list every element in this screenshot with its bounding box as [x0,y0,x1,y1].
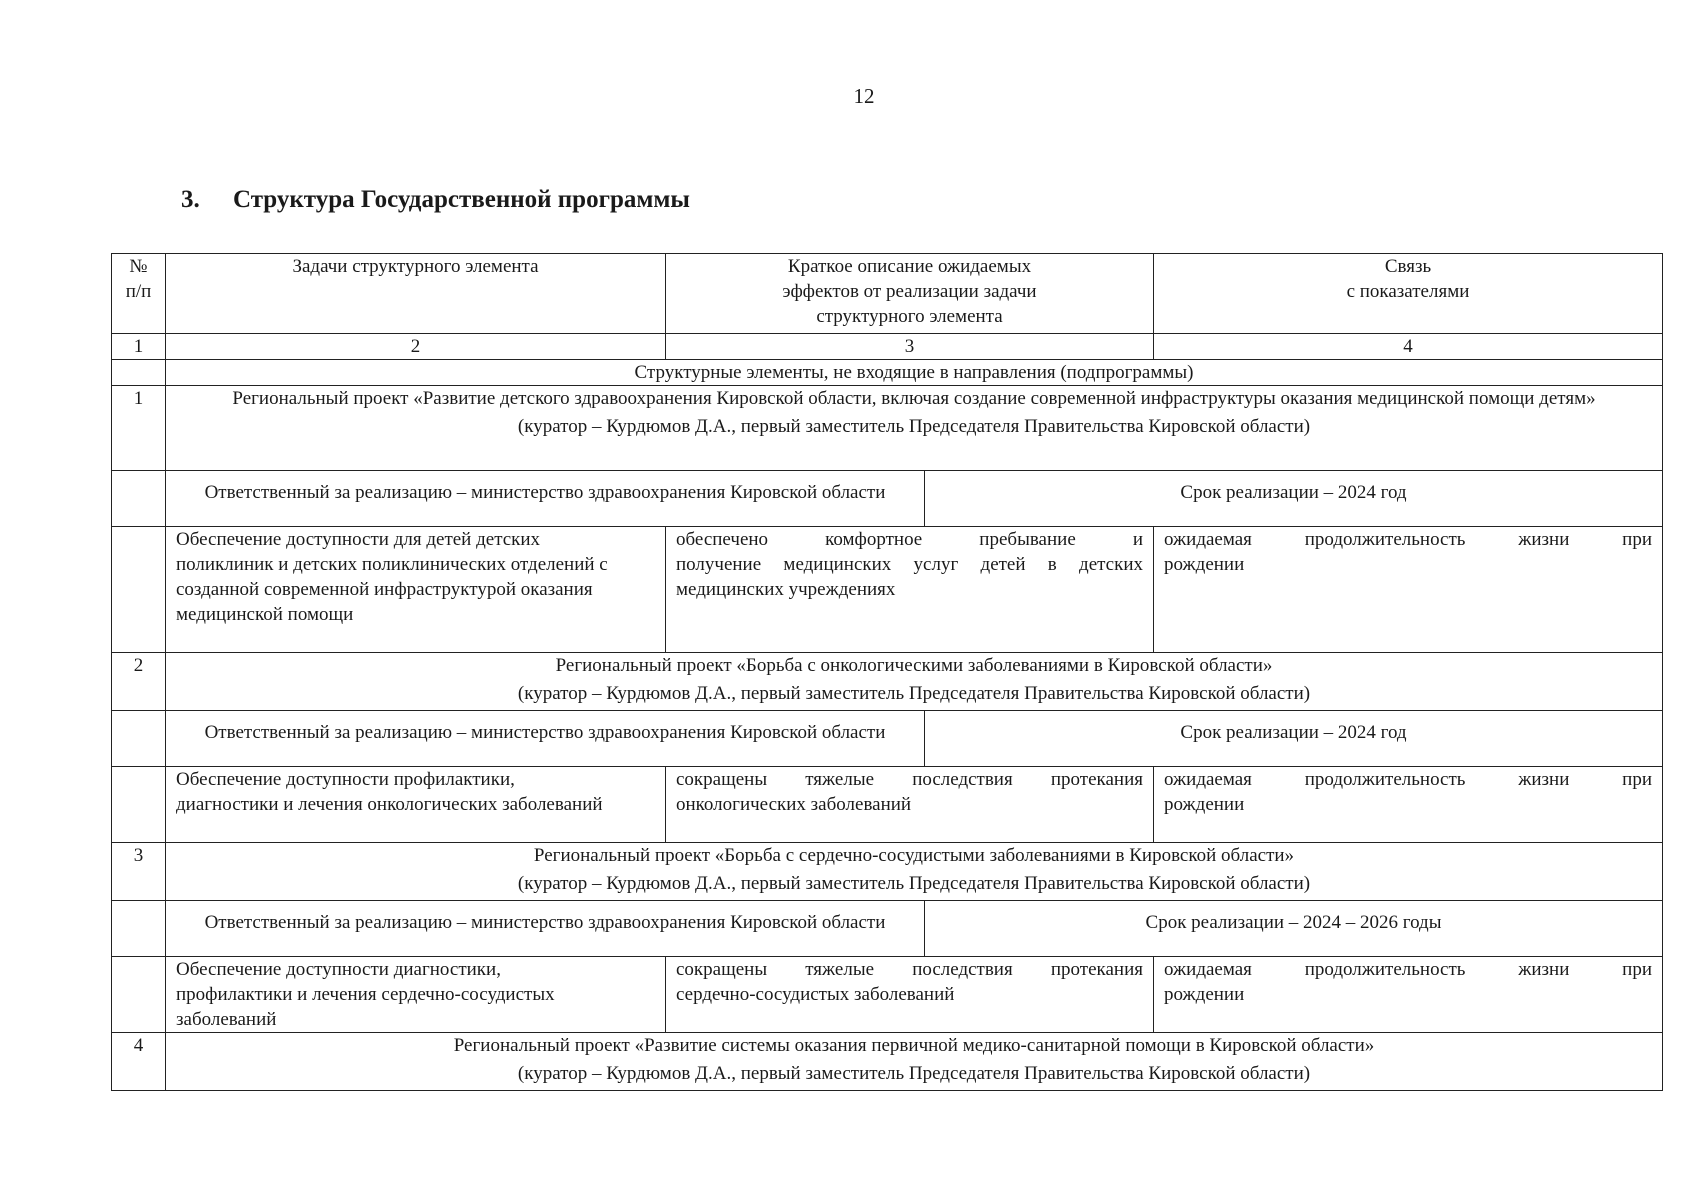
project-curator: (куратор – Курдюмов Д.А., первый заместитель Председателя Правительства Кировской области) [517,1063,1311,1084]
responsible-row [112,711,1663,767]
term: Срок реализации – 2024 год [925,471,1663,527]
group-header: Структурные элементы, не входящие в направления (подпрограммы) [166,360,1663,386]
header-indicators: Связь с показателями [1154,254,1663,334]
project-title-cell [166,386,1663,471]
project-row [112,1033,1663,1091]
task: Обеспечение доступности для детей детских поликлиник и детских поликлинических отделений с созданной современной инфраструктурой оказания медицинской помощи [166,527,666,653]
indicator: ожидаемая продолжительность жизни при рождении [1154,527,1663,653]
project-title: Региональный проект «Борьба с сердечно-сосудистыми заболеваниями в Кировской области» [533,845,1295,866]
indicator: ожидаемая продолжительность жизни при рождении [1154,957,1663,1033]
header-effects: Краткое описание ожидаемых эффектов от реализации задачи структурного элемента [666,254,1154,334]
page-number: 12 [853,84,875,108]
project-row [112,386,1663,471]
effect: сокращены тяжелые последствия протекания онкологических заболеваний [666,767,1154,843]
project-number: 4 [112,1033,166,1091]
empty-number-cell [112,711,166,767]
project-title: Региональный проект «Развитие детского здравоохранения Кировской области, включая создание современной инфраструктуры оказания медицинской помощи детям» [232,388,1596,409]
section-title-text: Структура Государственной программы [233,186,690,213]
responsible: Ответственный за реализацию – министерство здравоохранения Кировской области [166,901,925,957]
responsible: Ответственный за реализацию – министерство здравоохранения Кировской области [166,711,925,767]
structure-table [111,253,1663,1091]
header-number: № п/п [112,254,166,334]
indicator: ожидаемая продолжительность жизни при рождении [1154,767,1663,843]
col-number-3: 3 [666,334,1154,360]
term: Срок реализации – 2024 – 2026 годы [925,901,1663,957]
project-title: Региональный проект «Борьба с онкологическими заболеваниями в Кировской области» [555,655,1273,676]
task-row [112,767,1663,843]
col-number-2: 2 [166,334,666,360]
project-curator: (куратор – Курдюмов Д.А., первый заместитель Председателя Правительства Кировской области) [517,873,1311,894]
col-number-1: 1 [112,334,166,360]
group-header-row [112,360,1663,386]
empty-number-cell [112,471,166,527]
project-row [112,653,1663,711]
task: Обеспечение доступности профилактики, диагностики и лечения онкологических заболеваний [166,767,666,843]
task-row [112,957,1663,1033]
section-title [181,186,690,214]
project-title-cell [166,843,1663,901]
project-title-cell [166,1033,1663,1091]
term: Срок реализации – 2024 год [925,711,1663,767]
effect: обеспечено комфортное пребывание и получение медицинских услуг детей в детских медицинских учреждениях [666,527,1154,653]
task: Обеспечение доступности диагностики, профилактики и лечения сердечно-сосудистых заболеваний [166,957,666,1033]
empty-number-cell [112,527,166,653]
col-number-4: 4 [1154,334,1663,360]
project-curator: (куратор – Курдюмов Д.А., первый заместитель Председателя Правительства Кировской области) [517,416,1311,437]
project-title-cell [166,653,1663,711]
header-tasks: Задачи структурного элемента [166,254,666,334]
responsible: Ответственный за реализацию – министерство здравоохранения Кировской области [166,471,925,527]
group-header-number [112,360,166,386]
responsible-row [112,471,1663,527]
project-title: Региональный проект «Развитие системы оказания первичной медико-санитарной помощи в Кировской области» [453,1035,1375,1056]
empty-number-cell [112,957,166,1033]
project-number: 2 [112,653,166,711]
effect: сокращены тяжелые последствия протекания сердечно-сосудистых заболеваний [666,957,1154,1033]
empty-number-cell [112,767,166,843]
project-number: 3 [112,843,166,901]
section-number: 3. [181,186,200,213]
numbering-row [112,334,1663,360]
project-row [112,843,1663,901]
project-curator: (куратор – Курдюмов Д.А., первый заместитель Председателя Правительства Кировской области) [517,683,1311,704]
table-header-row [112,254,1663,334]
project-number: 1 [112,386,166,471]
responsible-row [112,901,1663,957]
empty-number-cell [112,901,166,957]
task-row [112,527,1663,653]
